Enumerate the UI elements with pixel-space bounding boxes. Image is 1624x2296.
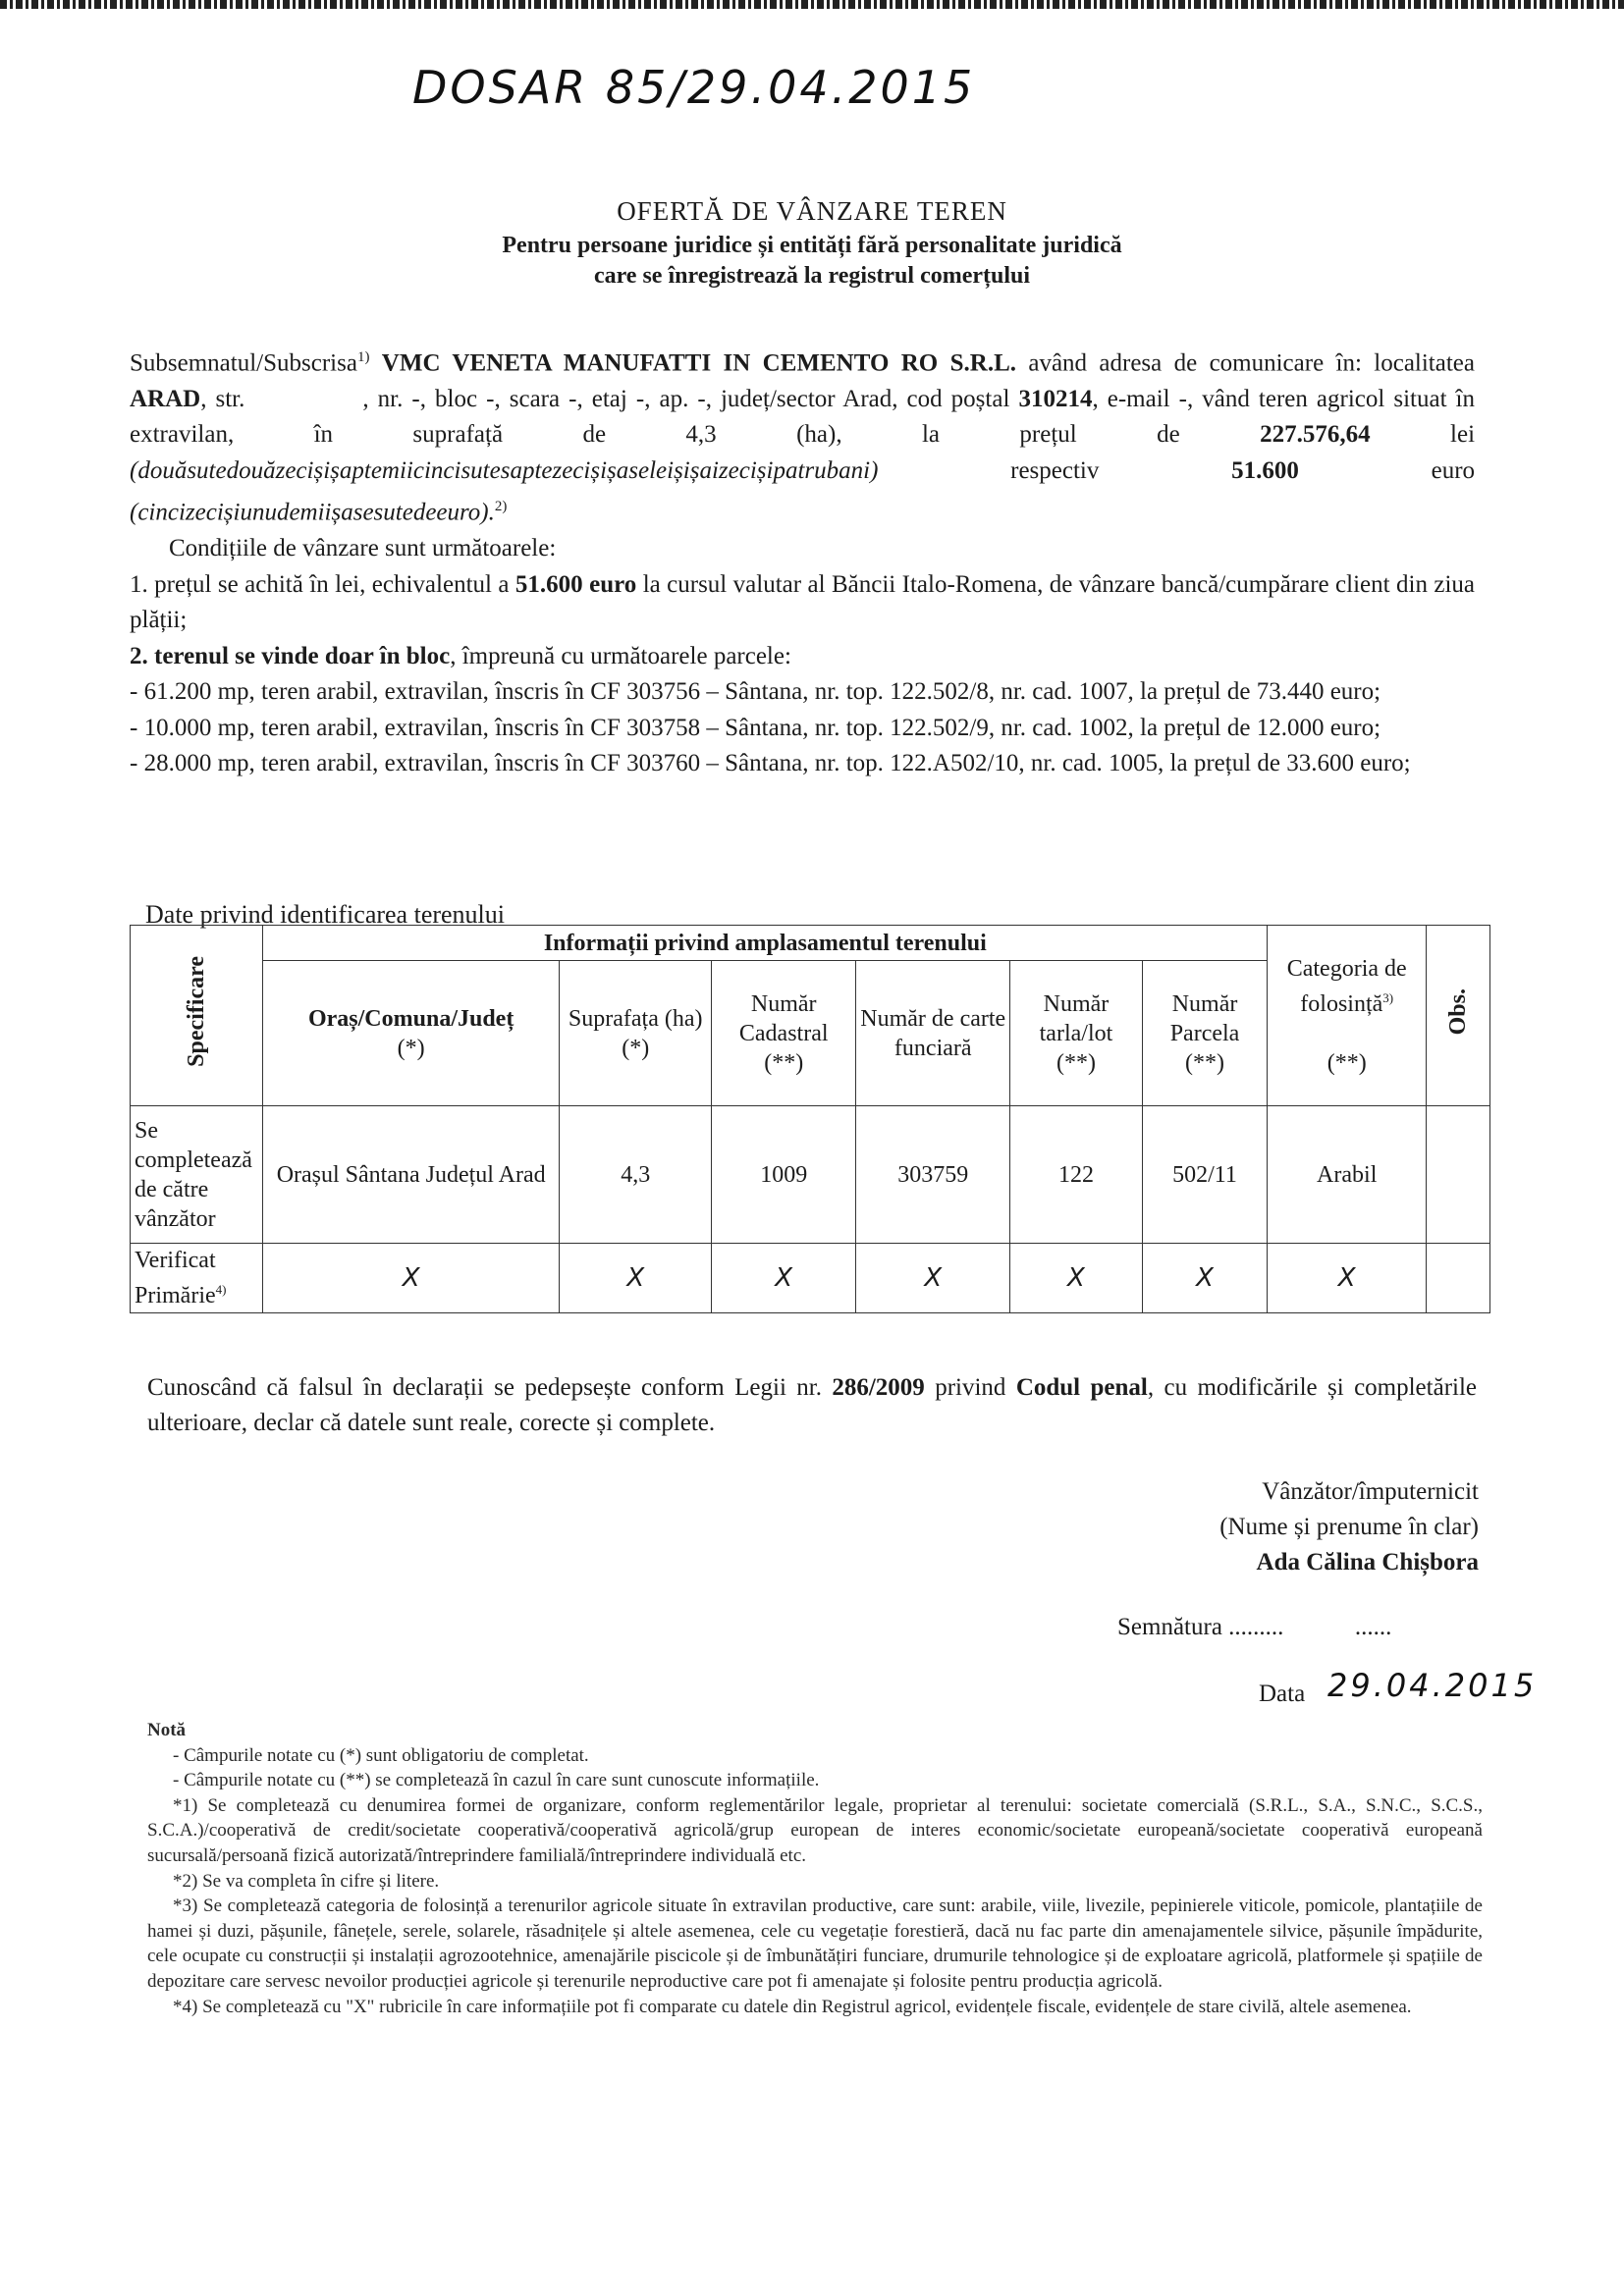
check-mark-text: X [1337, 1262, 1356, 1293]
intro-text: Subsemnatul/Subscrisa [130, 349, 357, 377]
intro-text: , e-mail -, vând teren agricol situat în extravilan, în suprafață de 4,3 (ha), la prețul de [130, 385, 1476, 449]
obs-header-cell [1426, 926, 1489, 1106]
cell-locality: Orașul Sântana Județul Arad [263, 1106, 560, 1244]
notes-section [147, 1718, 1483, 2019]
condition-amount: 51.600 euro [514, 570, 637, 598]
note-line: - Câmpurile notate cu (*) sunt obligatoriu de completat. [173, 1744, 589, 1766]
signer-name: Ada Călina Chișbora [1256, 1549, 1479, 1575]
signer-hint: (Nume și prenume în clar) [1219, 1514, 1479, 1540]
offer-body [130, 340, 1475, 782]
col-label: Număr tarla/lot [1039, 990, 1113, 1046]
col-label: Suprafața (ha) [568, 1005, 703, 1032]
date-handwritten: 29.04.2015 [1327, 1667, 1538, 1704]
cell-area: 4,3 [560, 1106, 712, 1244]
category-note: (**) [1326, 1049, 1367, 1076]
col-header-locality [263, 961, 560, 1106]
document-subtitle: Pentru persoane juridice și entități fără personalitate juridică [502, 233, 1122, 258]
row-label: Se completează de către vânzător [131, 1106, 263, 1244]
signature-line [1117, 1614, 1391, 1641]
scan-edge [0, 0, 1624, 9]
table-row [131, 1244, 1490, 1313]
note-line: *3) Se completează categoria de folosință a terenurilor agricole situate în extravilan productive, care sunt: arabile, viile, livezile, pepinierele viticole, pomicole, plantațiile de hamei și duzi, pășunile, fânețele, serele, solarele, răsadnițele și altele asemenea, cele cu vegetație forestieră, dacă nu fac parte din amenajamentele silvice, pășunile împădurite, cele ocupate cu construcții și instalații agrozootehnice, amenajările piscicole și de îmbunătățiri funciare, drumurile tehnologice și de exploatare agricolă, platformele și spațiile de depozitare care servesc nevoilor producției agricole și terenurile neproductive care pot fi amenajate și folosite pentru producția agricolă. [147, 1896, 1483, 1992]
intro-text: , nr. -, bloc -, scara -, etaj -, ap. -, județ/sector Arad, cod poștal [362, 385, 1010, 412]
col-note: (**) [1185, 1049, 1224, 1076]
footnote-ref: 4) [215, 1282, 227, 1297]
condition-text: 1. prețul se achită în lei, echivalentul a [130, 570, 510, 598]
declaration [147, 1370, 1477, 1441]
parcel-item: - 28.000 mp, teren arabil, extravilan, înscris în CF 303760 – Sântana, nr. top. 122.A502/10, nr. cad. 1005, la prețul de 33.600 euro; [130, 750, 1411, 777]
land-identification-table [130, 925, 1490, 1313]
check-mark [1010, 1244, 1142, 1313]
col-note: (**) [764, 1049, 804, 1076]
signature-label: Semnătura ......... [1117, 1614, 1284, 1640]
notes-title: Notă [147, 1720, 187, 1740]
col-note: (*) [397, 1035, 425, 1061]
table-section-label: Date privind identificarea terenului [145, 900, 506, 929]
law-number: 286/2009 [832, 1374, 925, 1401]
note-line: *2) Se va completa în cifre și litere. [173, 1870, 440, 1892]
col-note: (**) [1056, 1049, 1096, 1076]
seller-paragraph [130, 340, 1475, 531]
date-label: Data [1259, 1681, 1306, 1707]
condition-text: , împreună cu următoarele parcele: [450, 642, 791, 669]
check-mark [712, 1244, 856, 1313]
postal-code: 310214 [1018, 385, 1093, 412]
check-mark [856, 1244, 1010, 1313]
col-label: Număr Cadastral [738, 990, 829, 1046]
cell-cadastral: 1009 [712, 1106, 856, 1244]
check-mark [1268, 1244, 1426, 1313]
cell-obs [1426, 1244, 1489, 1313]
parcel-item: - 10.000 mp, teren arabil, extravilan, înscris în CF 303758 – Sântana, nr. top. 122.502/9, nr. cad. 1002, la prețul de 12.000 euro; [130, 714, 1381, 741]
parcel-item: - 61.200 mp, teren arabil, extravilan, înscris în CF 303756 – Sântana, nr. top. 122.502/8, nr. cad. 1007, la prețul de 73.440 euro; [130, 678, 1381, 706]
price-eur-words: (cincizecișiunudemiișasesutedeeuro). [130, 499, 495, 526]
col-label: Număr Parcela [1169, 990, 1240, 1046]
document-title: OFERTĂ DE VÂNZARE TEREN [617, 196, 1007, 226]
check-mark [1142, 1244, 1268, 1313]
cell-land-book: 303759 [856, 1106, 1010, 1244]
footnote-ref: 3) [1382, 989, 1394, 1005]
col-header-parcela [1142, 961, 1268, 1106]
col-header-cadastral [712, 961, 856, 1106]
row-label [131, 1244, 263, 1313]
group-header: Informații privind amplasamentul terenului [263, 926, 1268, 961]
note-line: *1) Se completează cu denumirea formei de organizare, conform reglementărilor legale, proprietar al terenului: societate comercială (S.R.L., S.A., S.N.C., S.C.S., S.C.A.)/cooperativă de credit/societate cooperativă/cooperativă agricolă/grup european de interes economic/societate europeană/societate cooperativă europeană sucursală/persoană fizică autorizată/întreprindere familială/întreprindere individuală etc. [147, 1794, 1483, 1866]
table-row [131, 1106, 1490, 1244]
check-mark-text: X [626, 1262, 645, 1293]
file-number-handwritten: DOSAR 85/29.04.2015 [412, 61, 976, 114]
price-eur: 51.600 [1231, 456, 1299, 484]
intro-text: euro [1431, 456, 1476, 484]
col-header-tarla [1010, 961, 1142, 1106]
document-subtitle-2: care se înregistrează la registrul comerțului [593, 263, 1031, 289]
intro-text: având adresa de comunicare în: localitatea [1028, 349, 1475, 377]
check-mark-text: X [1067, 1262, 1085, 1293]
row-label-text: Verificat Primărie [135, 1248, 216, 1308]
condition-text: la cursul valutar al Băncii Italo-Romena, de vânzare bancă/cumpărare client din ziua plății; [130, 570, 1476, 634]
col-label: Număr de carte funciară [860, 1005, 1006, 1061]
signer-role: Vânzător/împuternicit [1262, 1478, 1479, 1505]
note-line: - Câmpurile notate cu (**) se completează în cazul în care sunt cunoscute informațiile. [173, 1770, 820, 1791]
declaration-text: privind [935, 1374, 1006, 1401]
check-mark-text: X [1196, 1262, 1214, 1293]
check-mark-text: X [924, 1262, 943, 1293]
check-mark-text: X [775, 1262, 793, 1293]
check-mark-text: X [402, 1262, 420, 1293]
company-name: VMC VENETA MANUFATTI IN CEMENTO RO S.R.L. [381, 349, 1016, 377]
col-label: Oraș/Comuna/Județ [307, 1005, 514, 1032]
penal-code: Codul penal [1015, 1374, 1148, 1401]
cell-obs [1426, 1106, 1489, 1244]
city: ARAD [130, 385, 201, 412]
signature-block [1219, 1474, 1479, 1580]
cell-category: Arabil [1268, 1106, 1426, 1244]
price-lei-words: (douăsutedouăzecișișaptemiicincisutesaptezecișișaseleișișaizecișipatrubani) [130, 456, 879, 484]
category-header: Categoria de folosință [1286, 955, 1407, 1017]
conditions-heading: Condițiile de vânzare sunt următoarele: [169, 535, 557, 562]
col-note: (*) [622, 1035, 650, 1061]
signature-dots: ...... [1354, 1614, 1392, 1640]
obs-header: Obs. [1444, 988, 1471, 1036]
note-line: *4) Se completează cu "X" rubricile în care informațiile pot fi comparate cu datele din Registrul agricol, evidențele fiscale, evidențele de stare civilă, altele asemenea. [173, 1996, 1412, 2017]
intro-text: , str. [200, 385, 245, 412]
check-mark [263, 1244, 560, 1313]
condition-1 [130, 567, 1475, 639]
spec-header-cell [131, 926, 263, 1106]
condition-text: 2. terenul se vinde [130, 642, 319, 669]
footnote-ref: 1) [356, 349, 370, 365]
intro-text: lei [1450, 421, 1476, 449]
col-header-area [560, 961, 712, 1106]
declaration-text: , cu modificările și completările ulterioare, declar că datele sunt reale, corecte și complete. [147, 1374, 1478, 1436]
cell-tarla: 122 [1010, 1106, 1142, 1244]
category-header-cell [1268, 926, 1426, 1106]
col-header-land-book [856, 961, 1010, 1106]
intro-text: respectiv [1010, 456, 1100, 484]
spec-header: Specificare [184, 956, 210, 1067]
cell-parcela: 502/11 [1142, 1106, 1268, 1244]
check-mark [560, 1244, 712, 1313]
footnote-ref: 2) [494, 499, 508, 515]
condition-emphasis: doar în bloc [324, 642, 451, 669]
condition-2 [130, 639, 1475, 675]
declaration-text: Cunoscând că falsul în declarații se pedepsește conform Legii nr. [147, 1374, 822, 1401]
price-lei: 227.576,64 [1260, 421, 1371, 449]
title-block [0, 196, 1624, 290]
table-header-row [131, 926, 1490, 961]
